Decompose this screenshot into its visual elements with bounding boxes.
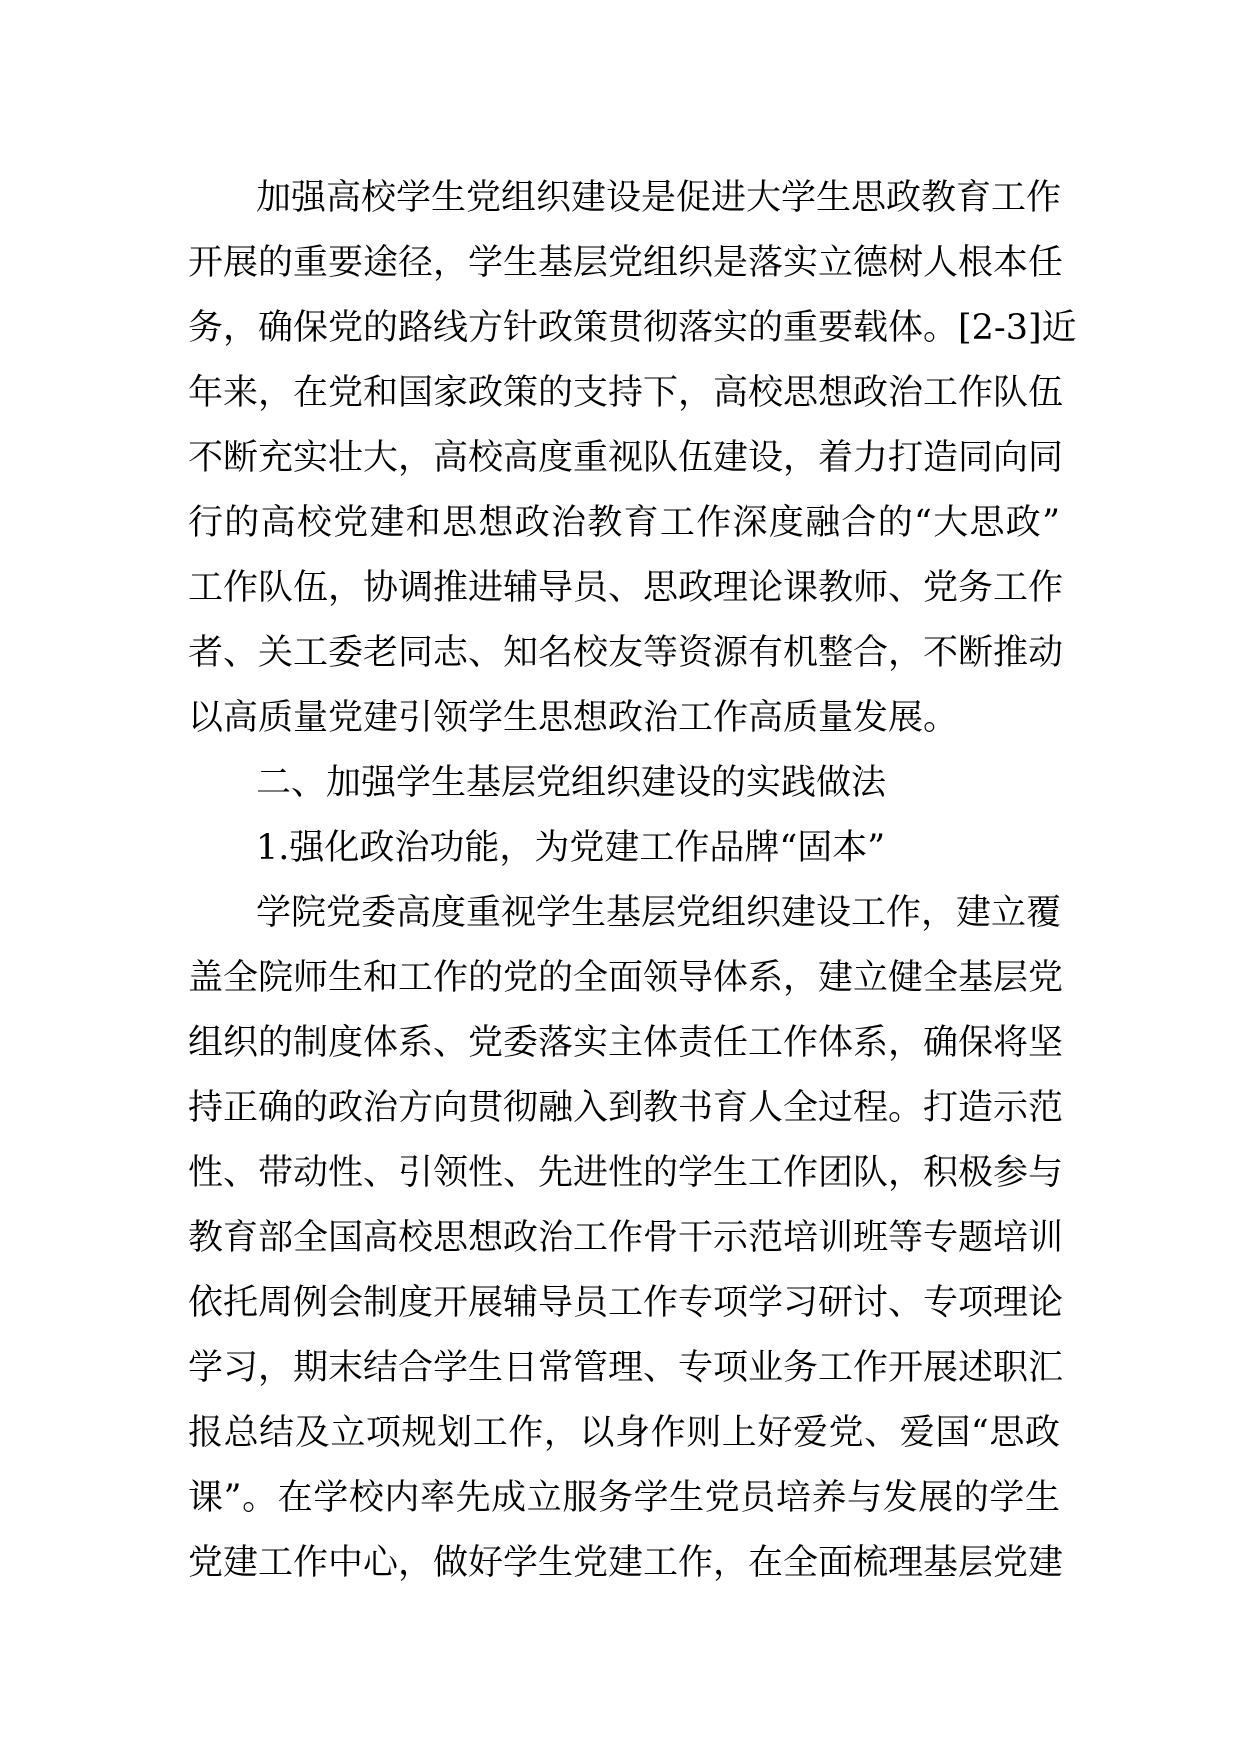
text-line: 行的高校党建和思想政治教育工作深度融合的“大思政”	[188, 503, 1060, 543]
text-line: 不断充实壮大，高校高度重视队伍建设，着力打造同向同	[188, 438, 1064, 478]
text-line: 务，确保党的路线方针政策贯彻落实的重要载体。[2-3]近	[188, 308, 1077, 348]
document-page	[188, 166, 1077, 1596]
text-line: 学院党委高度重视学生基层党组织建设工作，建立覆	[256, 893, 1062, 933]
text-line: 学习，期末结合学生日常管理、专项业务工作开展述职汇	[188, 1348, 1064, 1388]
text-line: 持正确的政治方向贯彻融入到教书育人全过程。打造示范	[188, 1088, 1064, 1128]
text-line: 年来，在党和国家政策的支持下，高校思想政治工作队伍	[188, 373, 1064, 413]
text-line: 以高质量党建引领学生思想政治工作高质量发展。	[188, 698, 959, 738]
section-heading: 二、加强学生基层党组织建设的实践做法	[256, 763, 887, 803]
text-line: 盖全院师生和工作的党的全面领导体系，建立健全基层党	[188, 958, 1064, 998]
text-line: 工作队伍，协调推进辅导员、思政理论课教师、党务工作	[188, 568, 1064, 608]
text-line: 党建工作中心，做好学生党建工作，在全面梳理基层党建	[188, 1543, 1064, 1583]
text-line: 开展的重要途径，学生基层党组织是落实立德树人根本任	[188, 243, 1064, 283]
text-line: 性、带动性、引领性、先进性的学生工作团队，积极参与	[188, 1153, 1064, 1193]
text-line: 依托周例会制度开展辅导员工作专项学习研讨、专项理论	[188, 1283, 1064, 1323]
text-line: 者、关工委老同志、知名校友等资源有机整合，不断推动	[188, 633, 1064, 673]
text-line: 课”。在学校内率先成立服务学生党员培养与发展的学生	[188, 1478, 1060, 1518]
text-line: 教育部全国高校思想政治工作骨干示范培训班等专题培训	[188, 1218, 1064, 1258]
text-line: 组织的制度体系、党委落实主体责任工作体系，确保将坚	[188, 1023, 1064, 1063]
subsection-heading: 1.强化政治功能，为党建工作品牌“固本”	[256, 828, 886, 868]
text-line: 报总结及立项规划工作，以身作则上好爱党、爱国“思政	[188, 1413, 1060, 1453]
text-line: 加强高校学生党组织建设是促进大学生思政教育工作	[256, 178, 1062, 218]
